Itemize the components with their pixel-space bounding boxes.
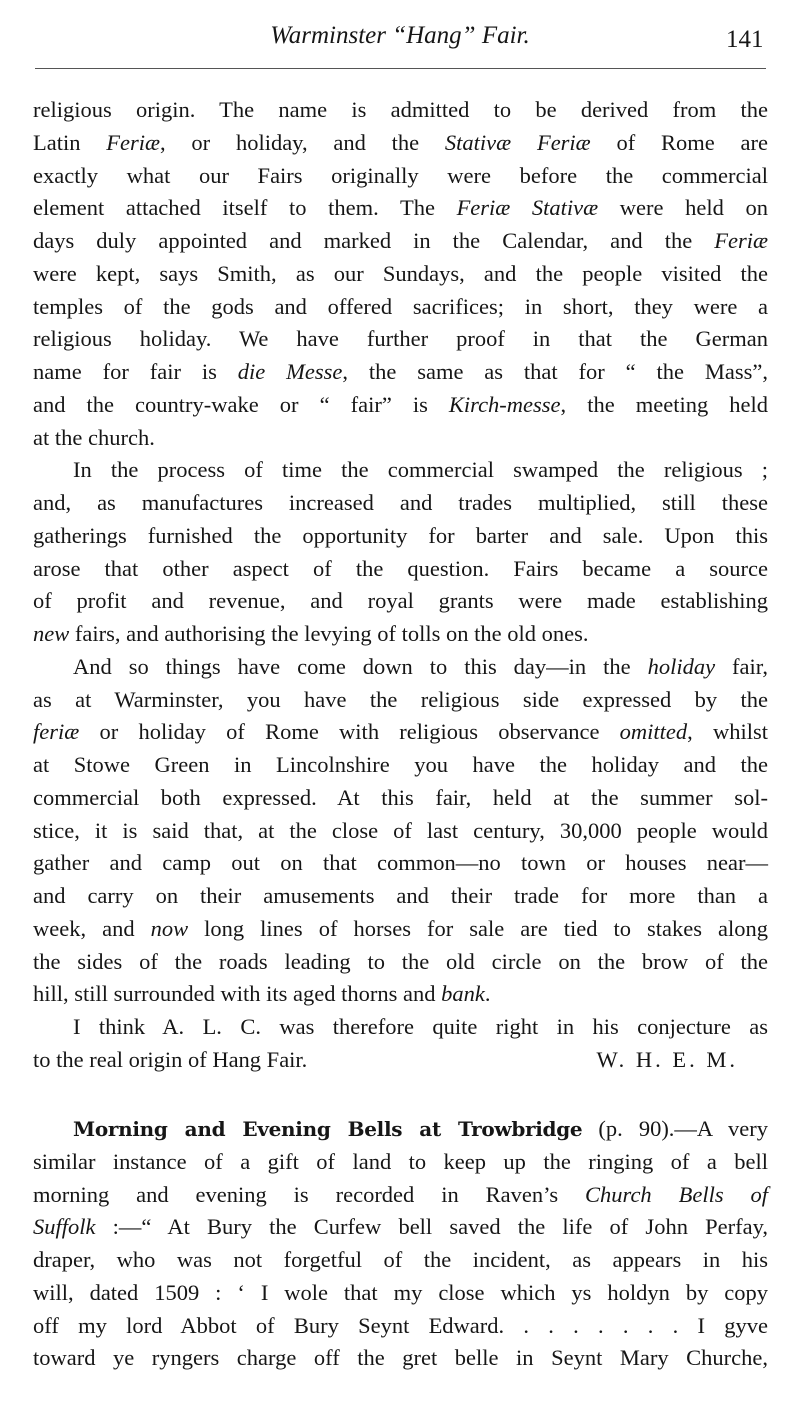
text-run: religious origin. The name is admitted to be derived from the (33, 97, 768, 122)
text-line (33, 356, 768, 389)
text-run: name for fair is (33, 359, 238, 384)
text-line (33, 160, 768, 193)
text-line (33, 782, 768, 815)
text-line (33, 291, 768, 324)
text-line (33, 618, 768, 651)
text-run: as at Warminster, you have the religious side expressed by the (33, 686, 768, 712)
article-continuation (33, 94, 768, 1077)
text-run: morning and evening is recorded in Raven’s (33, 1181, 586, 1207)
text-run: , whilst (687, 719, 769, 745)
italic-text: Suffolk (33, 1214, 96, 1240)
italic-text: now (150, 915, 189, 941)
text-run: long lines of horses for sale are tied to stakes along (188, 915, 768, 941)
text-run: were held on (598, 195, 769, 221)
italic-text: omitted (619, 719, 688, 745)
text-line (33, 520, 768, 553)
text-run: of profit and revenue, and royal grants were made establishing (33, 588, 768, 614)
text-line (33, 454, 768, 487)
text-line (33, 1179, 768, 1212)
text-line (33, 389, 768, 422)
text-run: days duly appointed and marked in the Calendar, and the (33, 228, 715, 253)
text-line (33, 1113, 768, 1146)
text-run: will, dated 1509 : ‘ I wole that my close which ys holdyn by copy (33, 1279, 768, 1305)
text-run: arose that other aspect of the question. Fairs became a source (33, 555, 768, 581)
text-run: of Rome are (590, 129, 768, 155)
text-run: and the country-wake or “ fair” is (33, 391, 449, 417)
text-run: off my lord Abbot of Bury Seynt Edward. . . . . . . . I gyve (33, 1312, 768, 1338)
text-run: exactly what our Fairs originally were before the commercial (33, 162, 768, 188)
text-run: or holiday of Rome with religious observance (79, 719, 620, 745)
text-line (33, 1146, 768, 1179)
text-line (33, 684, 768, 717)
text-run: :—“ At Bury the Curfew bell saved the life of John Perfay, (95, 1214, 768, 1240)
text-line (33, 585, 768, 618)
italic-text: Feriæ (106, 129, 161, 155)
italic-text: Feriæ Stativæ (456, 195, 599, 221)
text-line (33, 127, 768, 160)
text-run: , or holiday, and the (160, 129, 445, 155)
text-run: element attached itself to them. The (33, 195, 457, 221)
text-line (33, 1310, 768, 1343)
italic-text: feriæ (33, 719, 80, 745)
text-line (33, 716, 768, 749)
text-line (33, 94, 768, 127)
text-run: fairs, and authorising the levying of tolls on the old ones. (69, 621, 589, 646)
text-run: at the church. (33, 424, 155, 450)
text-line (33, 1277, 768, 1310)
text-run: and, as manufactures increased and trades multiplied, still these (33, 490, 768, 515)
text-run: and carry on their amusements and their trade for more than a (33, 883, 768, 908)
text-run: religious holiday. We have further proof in that the German (33, 326, 768, 352)
text-run: hill, still surrounded with its aged thorns and (33, 981, 442, 1007)
text-line (33, 323, 768, 356)
text-run: similar instance of a gift of land to keep up the ringing of a bell (33, 1148, 768, 1174)
text-run: , the same as that for “ the Mass”, (342, 359, 769, 384)
text-line (33, 815, 768, 848)
author-signature: W. H. E. M. (596, 1046, 738, 1072)
header-rule (35, 68, 766, 69)
italic-text: Kirch-messe (448, 391, 561, 417)
page-number: 141 (726, 26, 764, 53)
text-line (33, 1342, 768, 1375)
italic-text: new (33, 621, 70, 646)
text-run: to the real origin of Hang Fair. (33, 1046, 308, 1072)
text-line (33, 978, 768, 1011)
text-run: at Stowe Green in Lincolnshire you have the holiday and the (33, 752, 768, 777)
text-line (33, 946, 768, 979)
text-line (33, 1244, 768, 1277)
text-run: were kept, says Smith, as our Sundays, and the people visited the (33, 260, 768, 286)
italic-text: Feriæ (714, 228, 768, 253)
text-line (33, 880, 768, 913)
running-title: Warminster “Hang” Fair. (270, 22, 530, 49)
text-run: . (484, 981, 491, 1007)
text-line (33, 487, 768, 520)
text-run: gather and camp out on that common—no town or houses near— (33, 850, 768, 876)
text-run: stice, it is said that, at the close of last century, 30,000 people would (33, 817, 768, 843)
text-run: , the meeting held (560, 391, 768, 417)
text-line (33, 1011, 768, 1044)
text-line (33, 913, 768, 946)
italic-text: bank (441, 981, 485, 1007)
text-run: week, and (33, 915, 151, 941)
text-run: gatherings furnished the opportunity for barter and sale. Upon this (33, 522, 768, 548)
text-run: draper, who was not forgetful of the incident, as appears in his (33, 1247, 768, 1272)
text-line (33, 1044, 768, 1077)
text-line (33, 847, 768, 880)
text-line (33, 651, 768, 684)
text-run: (p. 90).—A very (582, 1116, 768, 1141)
italic-text: die Messe (237, 359, 343, 384)
section-heading: Morning and Evening Bells at Trowbridge (73, 1117, 583, 1141)
text-run: the sides of the roads leading to the old circle on the brow of the (33, 948, 768, 974)
text-run: toward ye ryngers charge off the gret belle in Seynt Mary Churche, (33, 1345, 768, 1371)
italic-text: Stativæ Feriæ (444, 129, 591, 155)
text-run: And so things have come down to this day—in the (73, 653, 648, 679)
italic-text: holiday (647, 653, 716, 679)
text-run: temples of the gods and offered sacrifices; in short, they were a (33, 293, 768, 319)
text-line (33, 1211, 768, 1244)
italic-text: Church Bells of (585, 1181, 768, 1207)
text-run: fair, (715, 653, 768, 679)
text-line (33, 192, 768, 225)
text-line (33, 422, 768, 455)
text-line (33, 553, 768, 586)
text-run: In the process of time the commercial swamped the religious ; (73, 457, 768, 483)
text-line (33, 225, 768, 258)
text-run: commercial both expressed. At this fair, held at the summer sol- (33, 784, 768, 810)
article-morning-evening-bells (33, 1113, 768, 1375)
text-line (33, 258, 768, 291)
text-line (33, 749, 768, 782)
text-run: Latin (33, 129, 107, 155)
text-run: I think A. L. C. was therefore quite right in his conjecture as (73, 1014, 768, 1039)
